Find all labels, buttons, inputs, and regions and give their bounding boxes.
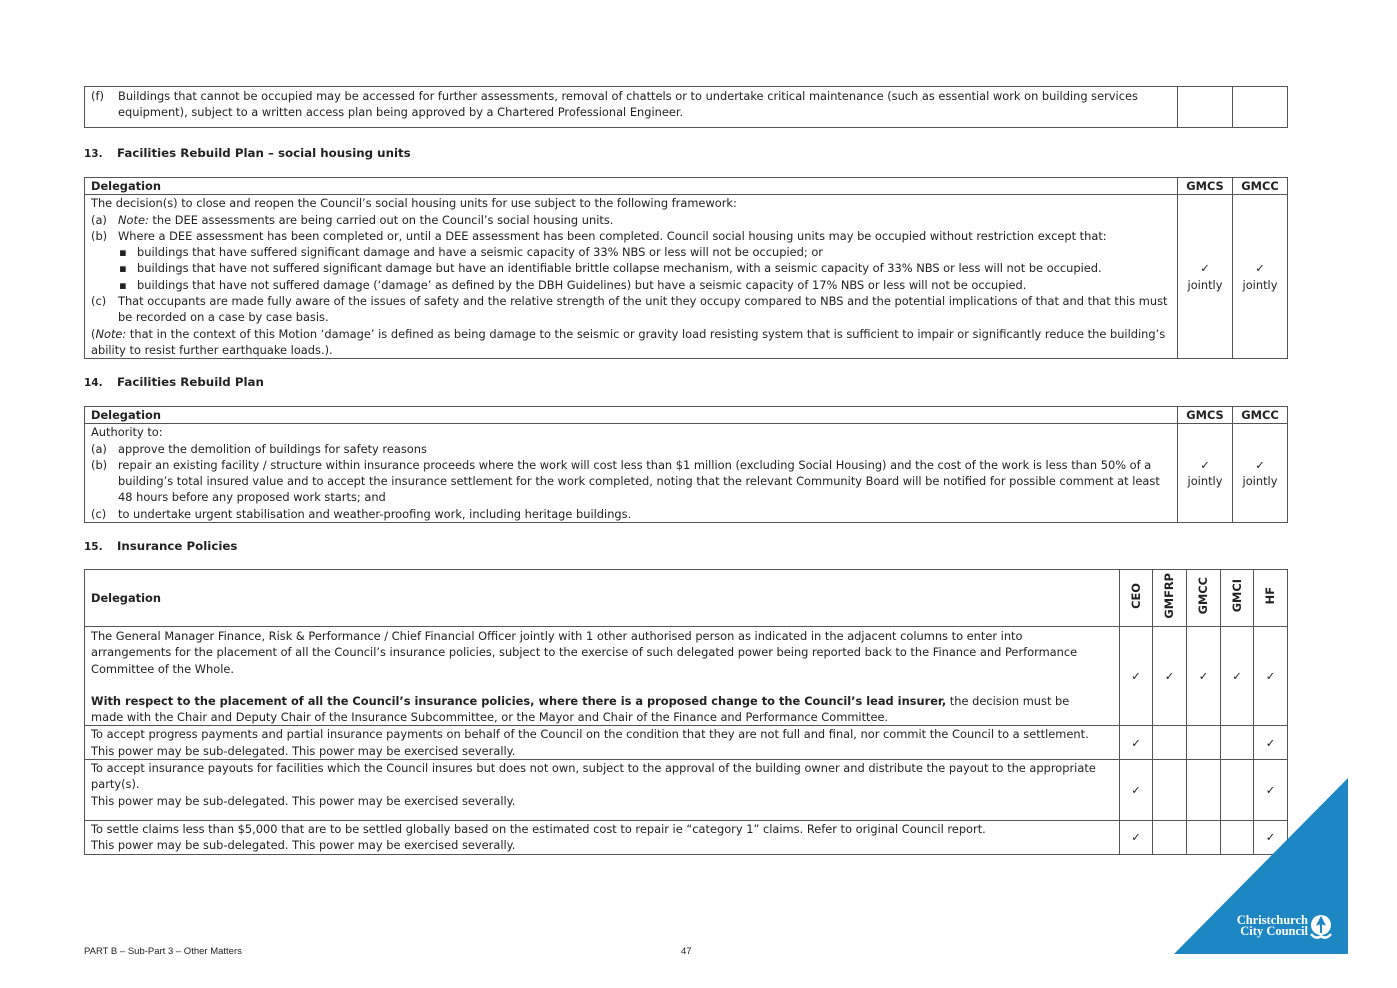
bullet-item [91,260,1171,276]
delegation-header: Delegation [85,407,1178,424]
delegation-text [85,627,1120,726]
column-label: CEO [1128,582,1143,609]
section-14-heading [84,374,264,391]
item-text: repair an existing facility / structure within insurance proceeds where the work will cost less than $1 million (excluding Social Housing) and the cost of the work is less than 50% of a building’s total insured value and to accept the insurance settlement for the work completed, noting that the relevant Community Board will be notified for possible comment at least 48 hours before any proposed work starts; and [118,457,1160,505]
check-icon: ✓ [1255,261,1265,276]
occupancy-table-f [84,86,1288,128]
check-icon: ✓ [1255,457,1265,472]
jointly-label: jointly [1242,277,1278,292]
gmci-header [1221,570,1254,627]
item-c [91,293,1171,326]
check-cell: ✓ [1254,760,1288,821]
delegation-text [85,726,1120,760]
item-text: Buildings that cannot be occupied may be accessed for further assessments, removal of chattels or to undertake critical maintenance (such as essential work on building services equipment), subject to a written access plan being approved by a Chartered Professional Engineer. [118,89,1138,120]
note-paragraph [91,326,1171,359]
section-number: 13. [84,148,103,160]
bullet-item [91,244,1171,260]
gmcs-cell [1178,195,1233,359]
footer-section-label: PART B – Sub-Part 3 – Other Matters [84,946,242,957]
section-13-table [84,177,1288,359]
bullet-icon: ▪ [119,261,127,276]
note-word: Note: [95,326,127,341]
check-cell [1153,726,1187,760]
gmcc-cell [1233,195,1288,359]
bullet-text: buildings that have suffered significant damage and have a seismic capacity of 33% NBS or less will not be occupied; or [137,245,823,260]
page-number: 47 [681,946,692,957]
gmcc-cell [1233,424,1288,523]
delegation-text [85,821,1120,855]
gmcs-header: GMCS [1178,407,1233,424]
gmcs-cell [1178,424,1233,523]
section-number: 14. [84,377,103,389]
item-b [91,228,1171,244]
delegation-body [85,424,1178,523]
paragraph: To accept insurance payouts for facilities which the Council insures but does not own, subject to the approval of the building owner and distribute the payout to the appropriate party(s). [91,761,1096,792]
bullet-text: buildings that have not suffered damage (‘damage’ as defined by the DBH Guidelines) but have a seismic capacity of 17% NBS or less will not be occupied. [137,277,1027,292]
paragraph: To settle claims less than $5,000 that are to be settled globally based on the estimated cost to repair ie “category 1” claims. Refer to original Council report. [91,822,986,837]
jointly-label: jointly [1187,277,1223,292]
delegation-header: Delegation [85,178,1178,195]
table-row [85,726,1288,760]
check-cell: ✓ [1120,760,1153,821]
column-label: GMCI [1229,579,1244,613]
paragraph: The General Manager Finance, Risk & Performance / Chief Financial Officer jointly with 1 other authorised person as indicated in the adjacent columns to enter into arrangements for the placement of all the Council’s insurance policies, subject to the exercise of such delegated power being reported back to the Finance and Performance Committee of the Whole. [91,629,1078,676]
section-14-table [84,406,1288,523]
check-cell: ✓ [1120,627,1153,726]
note-word: Note: [118,212,149,227]
item-text: That occupants are made fully aware of the issues of safety and the relative strength of the unit they occupy compared to NBS and the potential implications of that and that this must be recorded on a case by case basis. [118,294,1168,325]
logo-line-1: Christchurch [1236,913,1308,927]
logo-line-2: City Council [1240,924,1308,938]
gmcc-header: GMCC [1233,407,1288,424]
section-15-table [84,569,1288,855]
delegation-body [85,195,1178,359]
bullet-text: buildings that have not suffered significant damage but have an identifiable brittle collapse mechanism, with a seismic capacity of 33% NBS or less will not be occupied. [137,261,1102,276]
item-a [91,441,1171,457]
check-cell: ✓ [1120,726,1153,760]
item-label: (c) [91,506,107,521]
check-cell: ✓ [1153,627,1187,726]
table-row [85,627,1288,726]
gmfrp-header [1153,570,1187,627]
section-number: 15. [84,541,103,553]
bold-text: With respect to the placement of all the Council’s insurance policies, where there is a proposed change to the Council’s lead insurer, [91,693,947,708]
delegation-header: Delegation [85,570,1120,627]
bullet-icon: ▪ [119,277,127,292]
intro-text: The decision(s) to close and reopen the Council’s social housing units for use subject to the following framework: [91,196,737,211]
item-text: approve the demolition of buildings for safety reasons [118,441,427,456]
column-label: GMFRP [1162,573,1177,619]
check-cell: ✓ [1254,726,1288,760]
paragraph [91,693,1091,726]
item-a [91,212,1171,228]
check-cell: ✓ [1221,627,1254,726]
item-label: (c) [91,294,107,309]
column-label: HF [1263,587,1278,605]
paragraph: This power may be sub-delegated. This power may be exercised severally. [91,793,516,808]
delegation-text [85,760,1120,821]
item-text: to undertake urgent stabilisation and weather-proofing work, including heritage buildings. [118,506,632,521]
check-cell [1187,726,1221,760]
empty-cell [1178,87,1233,128]
section-15-heading [84,538,237,555]
item-text: Where a DEE assessment has been completed or, until a DEE assessment has been completed. Council social housing units may be occupied without restriction except that: [118,228,1107,243]
council-emblem-icon [1309,915,1333,941]
paragraph: This power may be sub-delegated. This power may be exercised severally. [91,838,516,853]
gmcc-header [1187,570,1221,627]
note-paren: ( [91,326,96,341]
item-text: the DEE assessments are being carried out on the Council’s social housing units. [148,212,614,227]
check-cell: ✓ [1120,821,1153,855]
logo-wordmark [1226,915,1308,937]
gmcs-header: GMCS [1178,178,1233,195]
section-title: Insurance Policies [117,539,238,553]
hf-header [1254,570,1288,627]
item-c [91,506,1171,522]
item-label: (b) [91,228,108,243]
section-title: Facilities Rebuild Plan [117,375,264,389]
check-cell: ✓ [1254,821,1288,855]
check-cell: ✓ [1187,627,1221,726]
column-label: GMCC [1196,577,1211,615]
table-row [85,760,1288,821]
note-text: that in the context of this Motion ‘damage’ is defined as being damage to the seismic or gravity load resisting system that is sufficient to impair or significantly reduce the building’s ability to resist further earthquake loads.). [91,326,1166,357]
jointly-label: jointly [1187,474,1223,489]
paragraph: This power may be sub-delegated. This power may be exercised severally. [91,743,516,758]
item-b [91,457,1171,506]
item-label: (a) [91,212,107,227]
paragraph: To accept progress payments and partial insurance payments on behalf of the Council on the condition that they are not full and final, nor commit the Council to a settlement. [91,727,1089,742]
item-label: (b) [91,457,108,472]
empty-cell [1233,87,1288,128]
jointly-label: jointly [1242,474,1278,489]
bullet-item [91,277,1171,293]
intro-text: Authority to: [91,425,163,440]
item-label: (a) [91,441,107,456]
section-title: Facilities Rebuild Plan – social housing units [117,146,411,160]
gmcc-header: GMCC [1233,178,1288,195]
table-row [85,821,1288,855]
bullet-icon: ▪ [119,245,127,260]
paragraph-rest: the decision must be made with the Chair and Deputy Chair of the Insurance Subcommittee, or the Mayor and Chair of the Finance and Performance Committee. [91,693,1070,725]
ceo-header [1120,570,1153,627]
check-icon: ✓ [1200,457,1210,472]
section-13-heading [84,145,411,162]
check-icon: ✓ [1200,261,1210,276]
check-cell [1221,726,1254,760]
check-cell: ✓ [1254,627,1288,726]
item-label: (f) [91,89,104,103]
